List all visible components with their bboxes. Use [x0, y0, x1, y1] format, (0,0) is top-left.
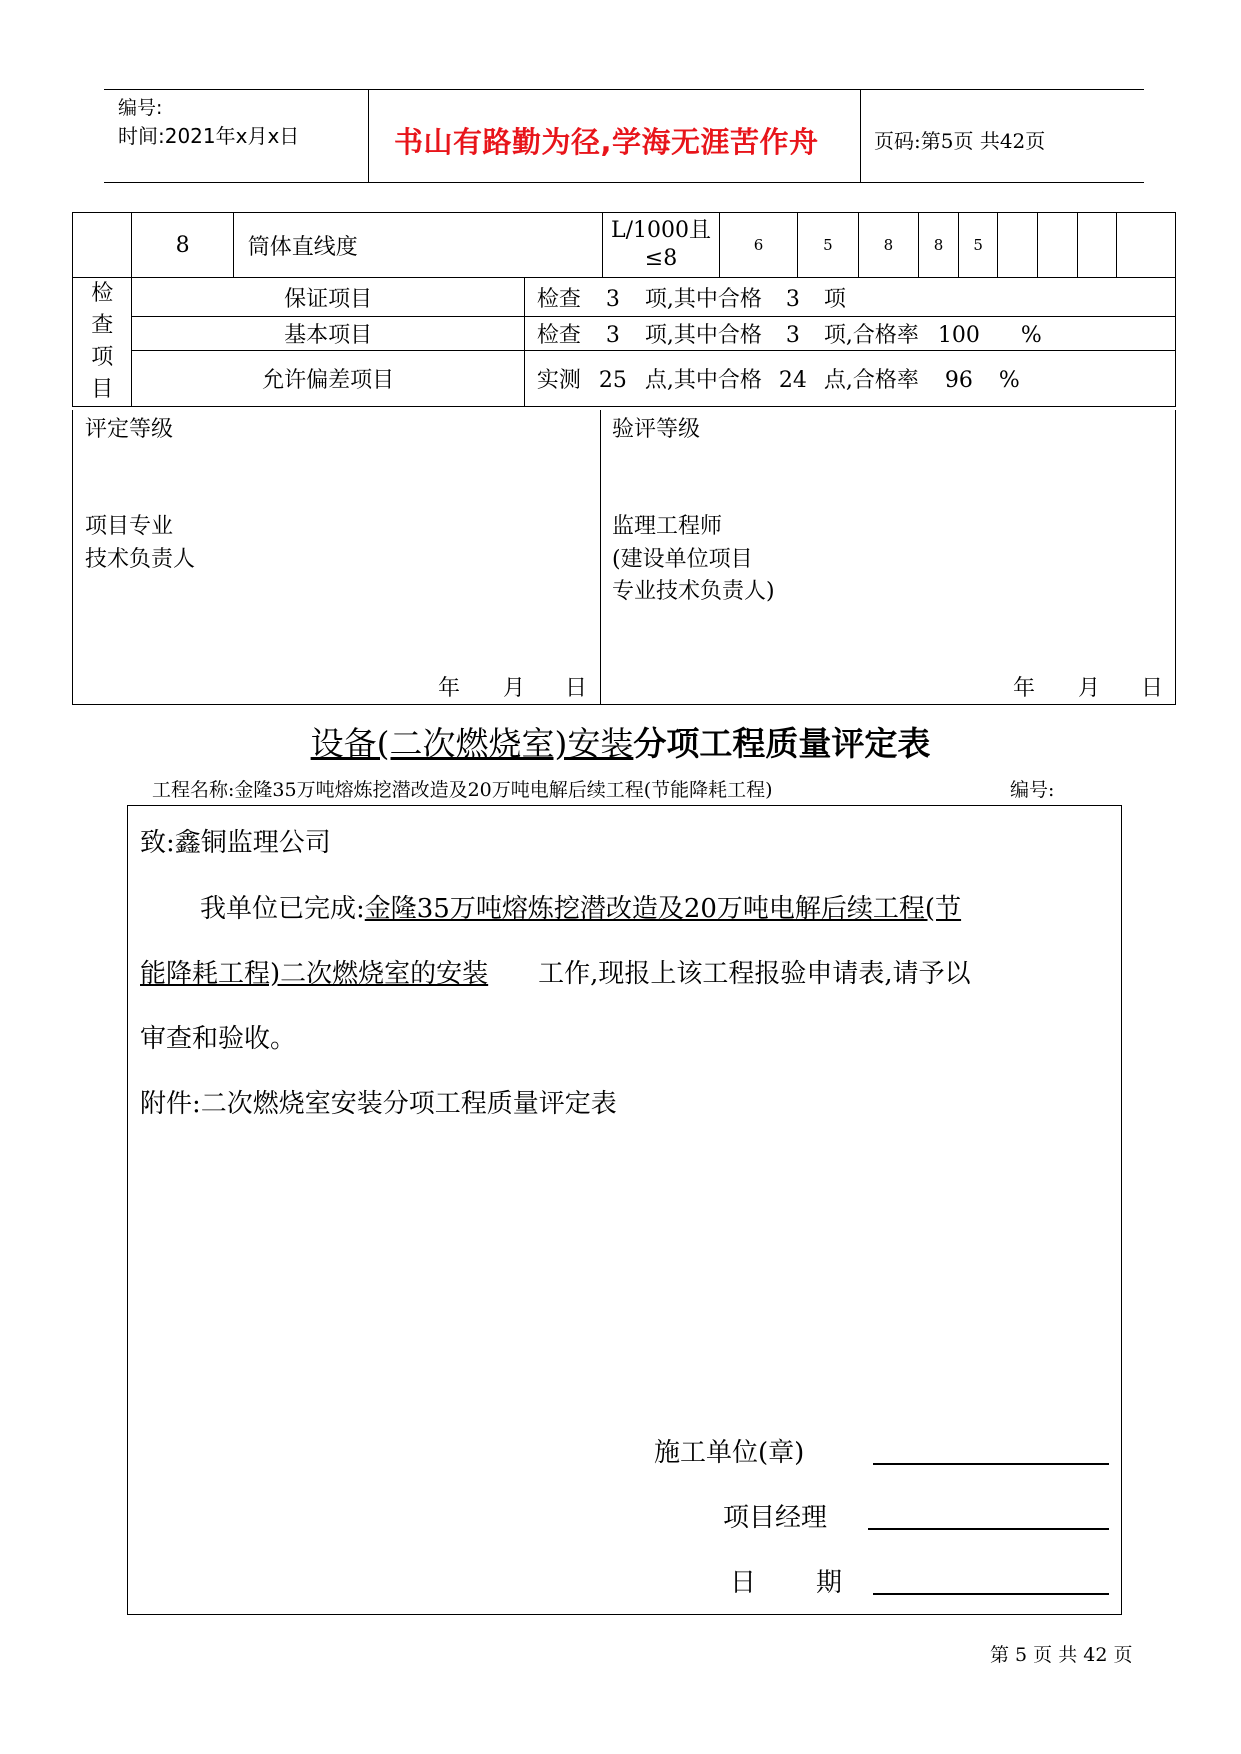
row8-index: 8 — [132, 213, 233, 278]
sign-unit-label: 施工单位(章) — [654, 1438, 805, 1468]
check-char-3: 项 — [91, 345, 114, 370]
letter-para-line1 — [200, 888, 961, 925]
evaluation-divider — [600, 410, 601, 705]
project-number: 编号: — [1010, 779, 1055, 801]
row8-measure-3: 8 — [858, 213, 919, 278]
summary-t2: 点,其中合格 — [644, 368, 762, 393]
row8-measure-5: 5 — [958, 213, 998, 278]
summary-n2: 3 — [785, 323, 800, 348]
eval-right-signer-3: 专业技术负责人) — [612, 579, 775, 604]
eval-left-day: 日 — [565, 676, 588, 701]
row8-blank — [73, 213, 132, 278]
letter-attachment: 附件:二次燃烧室安装分项工程质量评定表 — [140, 1089, 617, 1119]
summary-text-basic — [524, 317, 1175, 351]
eval-left-heading: 评定等级 — [85, 417, 174, 442]
sign-manager-line — [868, 1528, 1109, 1530]
eval-right-month: 月 — [1078, 676, 1101, 701]
summary-n2: 24 — [778, 368, 807, 393]
header-top-rule — [104, 89, 1144, 90]
summary-t1: 检查 — [536, 323, 581, 348]
eval-left-month: 月 — [503, 676, 526, 701]
header-page-label: 页码:第5页 共42页 — [874, 129, 1046, 153]
summary-rate: 100 — [937, 323, 980, 348]
summary-t3: 点,合格率 — [823, 368, 919, 393]
sign-date-line — [873, 1593, 1109, 1595]
eval-right-day: 日 — [1141, 676, 1164, 701]
row8-item: 筒体直线度 — [233, 213, 602, 278]
check-items-label — [73, 278, 132, 407]
title-rest: 分项工程质量评定表 — [633, 724, 931, 763]
row8-empty-3 — [1077, 213, 1117, 278]
row8-empty-1 — [998, 213, 1038, 278]
eval-right-signer-2: (建设单位项目 — [612, 547, 753, 572]
eval-right-year: 年 — [1013, 676, 1036, 701]
row8-measure-1: 6 — [719, 213, 797, 278]
table-row-8 — [73, 213, 1176, 278]
row8-measure-2: 5 — [798, 213, 859, 278]
header-bottom-rule — [104, 182, 1144, 183]
sign-date-char-2: 期 — [816, 1568, 843, 1598]
eval-left-signer-2: 技术负责人 — [85, 547, 196, 572]
summary-row-guarantee — [73, 278, 1176, 317]
letter-recipient: 致:鑫铜监理公司 — [140, 828, 331, 858]
summary-label-tolerance: 允许偏差项目 — [132, 351, 524, 407]
row8-empty-2 — [1038, 213, 1078, 278]
letter-para-line2 — [140, 953, 971, 990]
row8-empty-4 — [1117, 213, 1176, 278]
eval-right-signer-1: 监理工程师 — [612, 514, 723, 539]
summary-label-guarantee: 保证项目 — [132, 278, 524, 317]
summary-text-tolerance — [524, 351, 1175, 407]
application-letter-box — [127, 805, 1122, 1615]
summary-n1: 3 — [605, 286, 620, 312]
sign-manager-label: 项目经理 — [723, 1503, 828, 1533]
row8-standard-line2: ≤8 — [644, 246, 678, 271]
check-char-2: 查 — [91, 313, 114, 338]
summary-rate: 96 — [944, 368, 973, 393]
summary-t2: 项,其中合格 — [644, 286, 762, 312]
check-char-4: 目 — [91, 377, 114, 402]
header-number-label: 编号: — [118, 97, 163, 119]
row8-standard-line1: L/1000且 — [610, 218, 711, 243]
summary-t1: 实测 — [536, 368, 581, 393]
header-divider-left — [368, 89, 369, 182]
sign-date-char-1: 日 — [730, 1568, 757, 1598]
summary-row-tolerance — [73, 351, 1176, 407]
summary-n1: 25 — [598, 368, 627, 393]
summary-t2: 项,其中合格 — [644, 323, 762, 348]
summary-percent: % — [998, 368, 1020, 393]
check-char-1: 检 — [91, 281, 114, 306]
sign-unit-line — [873, 1463, 1109, 1465]
quality-table — [72, 212, 1176, 407]
eval-left-signer-1: 项目专业 — [85, 514, 174, 539]
header-divider-right — [860, 89, 861, 182]
header-time-label: 时间:2021年x月x日 — [118, 124, 300, 148]
summary-n1: 3 — [605, 323, 620, 348]
row8-measure-4: 8 — [919, 213, 959, 278]
summary-percent: % — [1020, 323, 1042, 348]
letter-para-prefix: 我单位已完成: — [200, 894, 365, 924]
summary-text-guarantee — [524, 278, 1175, 317]
footer-page-number: 第 5 页 共 42 页 — [990, 1644, 1133, 1666]
eval-left-year: 年 — [438, 676, 461, 701]
eval-right-heading: 验评等级 — [612, 417, 701, 442]
letter-para-line3: 审查和验收。 — [140, 1024, 297, 1054]
summary-t3: 项 — [823, 286, 846, 312]
summary-label-basic: 基本项目 — [132, 317, 524, 351]
summary-row-basic — [73, 317, 1176, 351]
summary-t1: 检查 — [536, 286, 581, 312]
project-name: 工程名称:金隆35万吨熔炼挖潜改造及20万吨电解后续工程(节能降耗工程) — [152, 779, 773, 801]
letter-para-underlined-1: 金隆35万吨熔炼挖潜改造及20万吨电解后续工程(节 — [364, 894, 962, 924]
title-underlined: 设备(二次燃烧室)安装 — [310, 724, 634, 763]
summary-t3: 项,合格率 — [823, 323, 919, 348]
letter-para-rest-2: 工作,现报上该工程报验申请表,请予以 — [538, 959, 971, 989]
letter-para-underlined-2: 能降耗工程)二次燃烧室的安装 — [140, 959, 489, 989]
summary-n2: 3 — [785, 286, 800, 312]
page-title — [0, 718, 1241, 765]
row8-standard — [603, 213, 720, 278]
header-motto: 书山有路勤为径,学海无涯苦作舟 — [394, 125, 819, 159]
